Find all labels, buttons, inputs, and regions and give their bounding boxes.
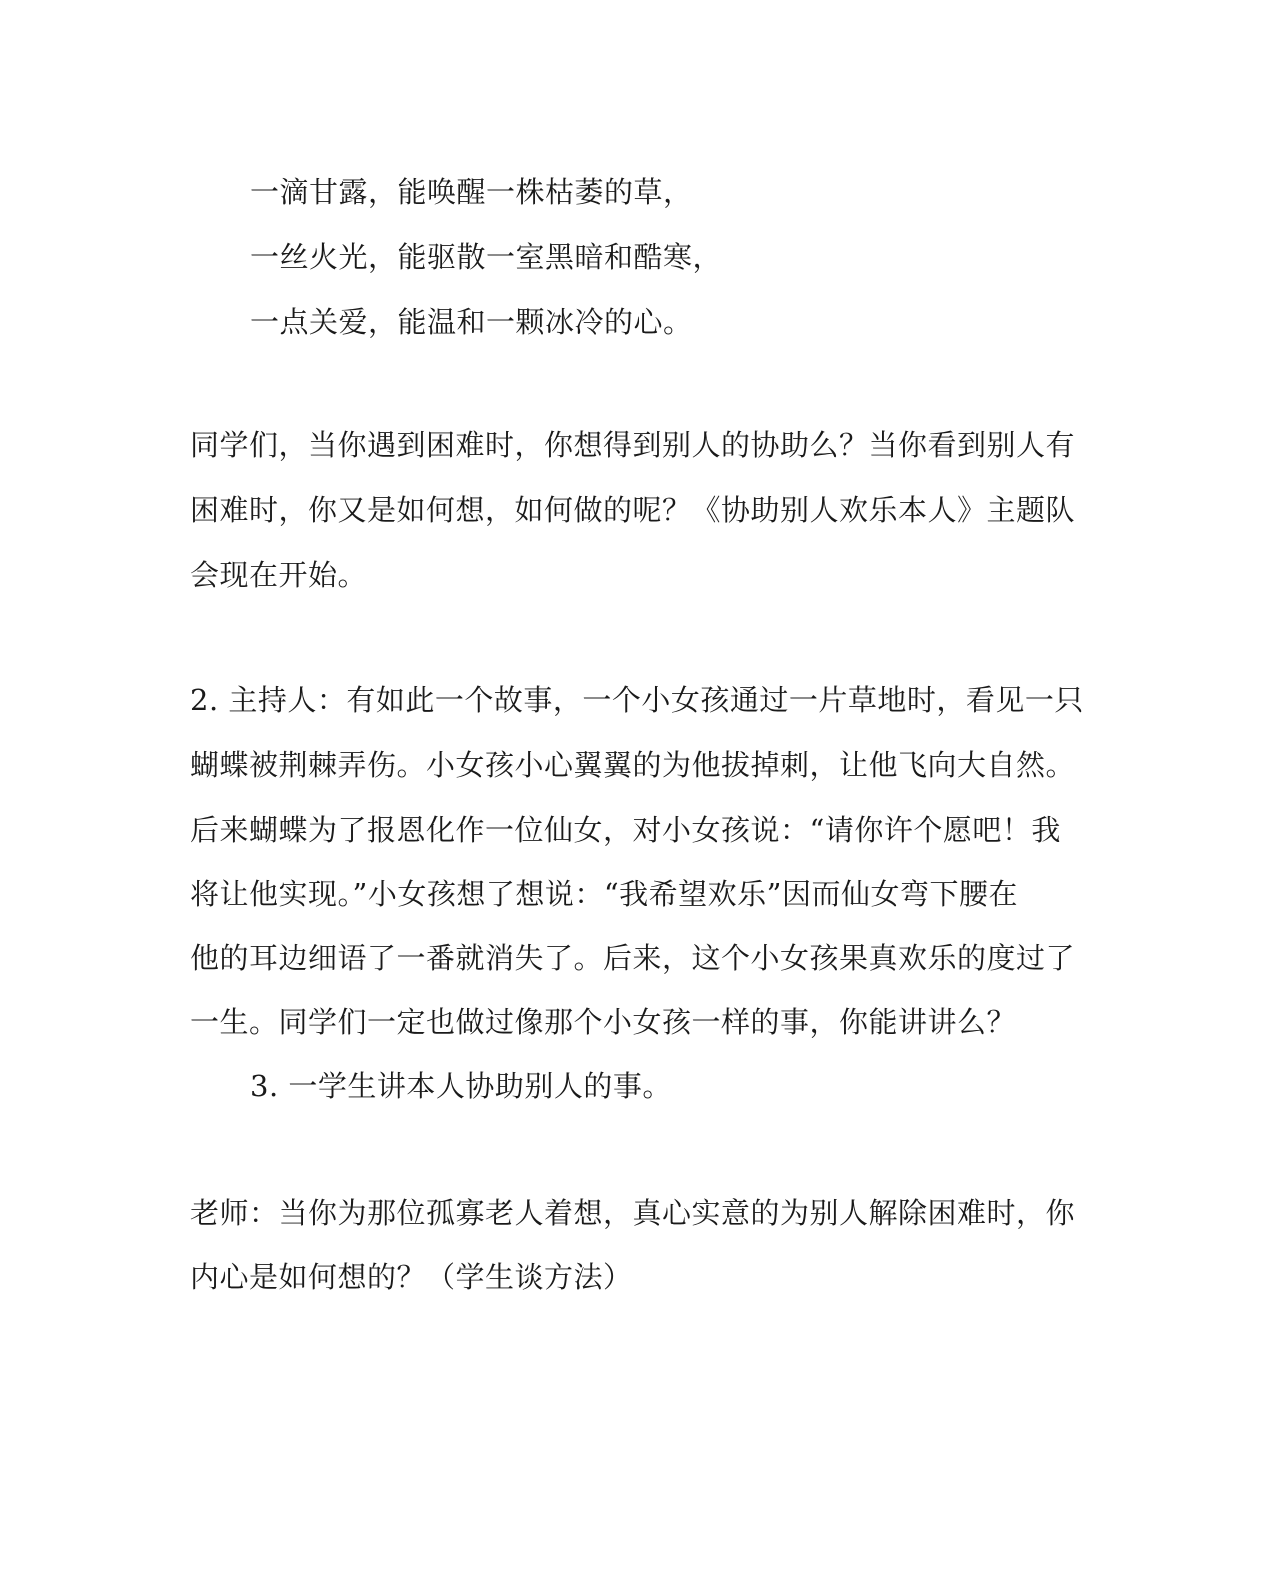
intro-line-3: 会现在开始。 bbox=[190, 558, 368, 592]
section2-line-1: 2. 主持人：有如此一个故事，一个小女孩通过一片草地时，看见一只 bbox=[190, 683, 1084, 717]
section2-line-4: 将让他实现。”小女孩想了想说：“我希望欢乐”因而仙女弯下腰在 bbox=[190, 877, 1018, 911]
section2-line-3: 后来蝴蝶为了报恩化作一位仙女，对小女孩说：“请你许个愿吧！我 bbox=[190, 813, 1061, 847]
section2-line-2: 蝴蝶被荆棘弄伤。小女孩小心翼翼的为他拔掉刺，让他飞向大自然。 bbox=[190, 748, 1076, 782]
teacher-line-2: 内心是如何想的？（学生谈方法） bbox=[190, 1260, 633, 1294]
section3-line: 3. 一学生讲本人协助别人的事。 bbox=[250, 1069, 672, 1103]
intro-line-1: 同学们，当你遇到困难时，你想得到别人的协助么？当你看到别人有 bbox=[190, 428, 1076, 462]
poem-line-3: 一点关爱，能温和一颗冰冷的心。 bbox=[250, 305, 693, 339]
section2-line-6: 一生。同学们一定也做过像那个小女孩一样的事，你能讲讲么？ bbox=[190, 1005, 1017, 1039]
poem-line-1: 一滴甘露，能唤醒一株枯萎的草， bbox=[250, 175, 693, 209]
teacher-line-1: 老师：当你为那位孤寡老人着想，真心实意的为别人解除困难时，你 bbox=[190, 1196, 1076, 1230]
intro-line-2: 困难时，你又是如何想，如何做的呢？《协助别人欢乐本人》主题队 bbox=[190, 493, 1076, 527]
section2-line-5: 他的耳边细语了一番就消失了。后来，这个小女孩果真欢乐的度过了 bbox=[190, 941, 1076, 975]
poem-line-2: 一丝火光，能驱散一室黑暗和酷寒， bbox=[250, 240, 723, 274]
